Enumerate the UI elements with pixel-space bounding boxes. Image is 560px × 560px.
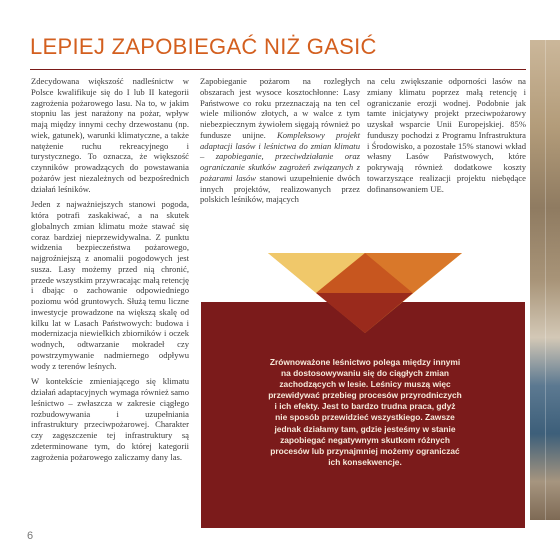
- text-column-3: [367, 76, 526, 199]
- photo-divider: [545, 40, 546, 520]
- project-title-emphasis: Kompleksowy projekt adaptacji lasów i leśnictwa do zmian klimatu – zapobieganie, przeciwdziałanie oraz ograniczanie skutków zagrożeń związanych z pożarami lasów: [200, 129, 360, 183]
- paragraph: [200, 76, 360, 205]
- triangle-bottom-facet: [316, 293, 413, 333]
- paragraph-lead: Zapobieganie pożarom na rozległych obszarach jest wysoce kosztochłonne: Lasy Państwowe co roku przeznaczają na ten cel wiele milionów złotych, a w walce z tym niebezpiecznym żywiołem sięgają również po fundusze unijne.: [200, 76, 360, 140]
- callout-text: Zrównoważone leśnictwo polega między innymi na dostosowywaniu się do ciągłych zmian zachodzących w lesie. Leśnicy muszą więc przewidywać przebieg procesów przyrodniczych i ich efekty. Jest to bardzo trudna praca, gdyż nie sposób przewidzieć wszystkiego. Zawsze jednak działamy tam, gdzie jesteśmy w stanie zapobiegać negatywnym skutkom różnych procesów lub przynajmniej możemy ograniczać ich konsekwencje.: [268, 357, 462, 467]
- title-underline: [30, 69, 526, 70]
- text-column-1: [31, 76, 189, 467]
- paragraph: Jeden z najważniejszych stanowi pogoda, która potrafi zaskakiwać, a na skutek globalnych zmian klimatu może stawać się coraz bardziej nieprzewidywalna. Z punktu widzenia bezpieczeństwa pożarowego, najgroźniejszą z anomalii pogodowych jest susza. Lasy możemy przed nią chronić, przede wszystkim przywracając małą retencję i dbając o zachowanie odpowiedniego poziomu wód gruntowych. Służą temu liczne inwestycje prowadzone na większą skalę od kilku lat w Lasach Państwowych: budowa i modernizacja niewielkich zbiorników i oczek wodnych, odtwarzanie mokradeł czy powstrzymywanie nadmiernego odpływu wody z terenów leśnych.: [31, 199, 189, 371]
- paragraph-tail: stanowi uzupełnienie dwóch innych projektów, realizowanych przez polskich leśników, mających: [200, 172, 360, 205]
- paragraph: na celu zwiększanie odporności lasów na zmiany klimatu poprzez małą retencję i ograniczanie erozji wodnej. Podobnie jak tamte inicjatywy projekt przeciwpożarowy uzyskał wsparcie Unii Europejskiej. 85% funduszy pochodzi z Programu Infrastruktura i Środowisko, a pozostałe 15% stanowi wkład własny Lasów Państwowych, które pokrywają również dodatkowe koszty towarzyszące realizacji projektu niebędące dofinansowaniem UE.: [367, 76, 526, 194]
- paragraph: W kontekście zmieniającego się klimatu działań adaptacyjnych wymaga również samo leśnictwo – zwłaszcza w zakresie ciągłego rozbudowywania i uzupełniania infrastruktury przeciwpożarowej. Charakter czy zagęszczenie tej infrastruktury są zdeterminowane tym, do której kategorii zagrożenia pożarowego zaliczamy dany las.: [31, 376, 189, 462]
- paragraph: Zdecydowana większość nadleśnictw w Polsce kwalifikuje się do I lub II kategorii zagrożenia pożarowego lasu. Na to, w jakim stopniu las jest narażony na pożar, wpływ mają między innymi cechy drzewostanu (np. wiek, gatunek), warunki klimatyczne, a także natężenie ruchu rekreacyjnego i turystycznego. To oznacza, że większość czynników prowadzących do powstawania pożarów jest niezależnych od bezpośrednich działań leśników.: [31, 76, 189, 194]
- page-number: 6: [27, 530, 34, 542]
- page-title: LEPIEJ ZAPOBIEGAĆ NIŻ GASIĆ: [30, 34, 377, 59]
- text-column-2: [200, 76, 360, 210]
- decorative-triangle-ornament: [268, 253, 462, 333]
